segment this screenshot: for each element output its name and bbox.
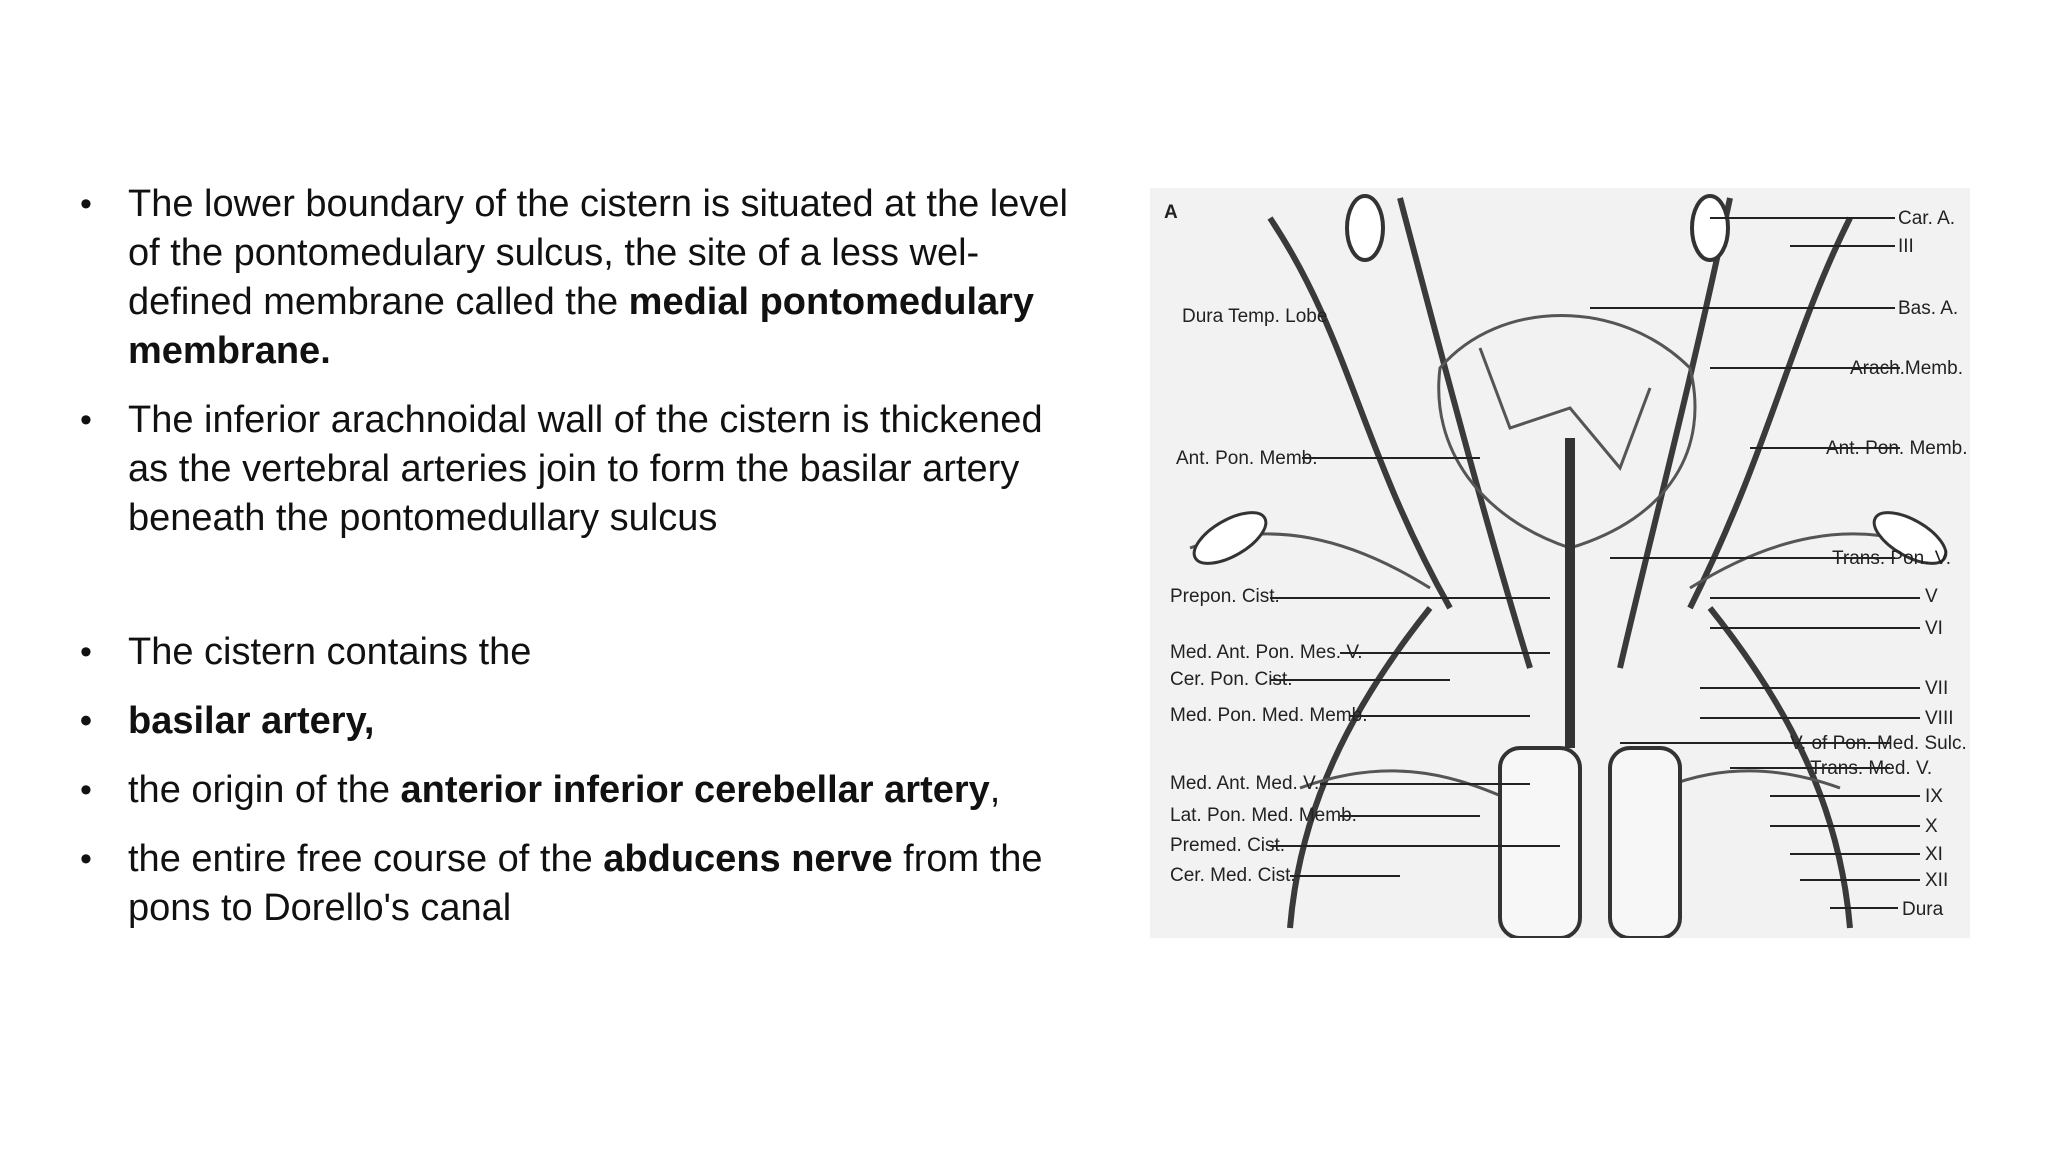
carotid-shape: [1347, 196, 1383, 260]
label-v: V: [1925, 586, 1938, 607]
bullet-aica-origin: [70, 766, 1070, 815]
label-lat-pon-med-memb: Lat. Pon. Med. Memb.: [1170, 805, 1357, 826]
label-arach-memb: Arach.Memb.: [1850, 358, 1963, 379]
label-vi: VI: [1925, 618, 1943, 639]
anatomy-illustration: [1150, 188, 1970, 938]
carotid-shape: [1692, 196, 1728, 260]
bullet-list: [70, 180, 1070, 933]
bullet-cistern-contains: • The cistern contains the: [70, 628, 1070, 677]
label-xi: XI: [1925, 844, 1943, 865]
label-dura: Dura: [1902, 899, 1944, 920]
bullet-abducens-course: [70, 835, 1070, 933]
bullet-basilar-artery: • basilar artery,: [70, 697, 1070, 746]
label-trans-pon-v: Trans. Pon. V.: [1832, 548, 1951, 569]
bullet-lower-boundary: [70, 180, 1070, 376]
bullet-bold-text: anterior inferior cerebellar artery: [400, 769, 990, 811]
label-car-a: Car. A.: [1898, 208, 1956, 229]
label-premed-cist: Premed. Cist.: [1170, 835, 1286, 856]
label-trans-med-v: Trans. Med. V.: [1810, 758, 1933, 779]
label-med-ant-pon-mes-v: Med. Ant. Pon. Mes. V.: [1170, 642, 1363, 663]
label-dura-temp-lobe: Dura Temp. Lobe: [1182, 306, 1328, 327]
label-ix: IX: [1925, 786, 1943, 807]
label-v-of-pon-med-sulc: V. of Pon. Med. Sulc.: [1790, 733, 1967, 754]
label-med-ant-med-v: Med. Ant. Med. V.: [1170, 773, 1320, 794]
label-viii: VIII: [1925, 708, 1954, 729]
label-prepon-cist: Prepon. Cist.: [1170, 586, 1280, 607]
bullet-bold-text: medial pontomedulary membrane.: [128, 281, 1035, 372]
label-xii: XII: [1925, 870, 1949, 891]
label-med-pon-med-memb: Med. Pon. Med. Memb.: [1170, 705, 1368, 726]
bullet-text: The lower boundary of the cistern is situated at the level of the pontomedulary sulcus, the site of a less wel-defined membrane called the: [128, 183, 1068, 323]
vertebral-artery-shape: [1500, 748, 1580, 938]
bullet-inferior-wall: • The inferior arachnoidal wall of the cistern is thickened as the vertebral arteries join to form the basilar artery beneath the pontomedullary sulcus: [70, 396, 1070, 543]
label-x: X: [1925, 816, 1938, 837]
label-cer-med-cist: Cer. Med. Cist.: [1170, 865, 1296, 886]
panel-letter: A: [1164, 202, 1178, 223]
bullet-text: from the pons to Dorello's canal: [128, 838, 1043, 929]
vertebral-artery-shape: [1610, 748, 1680, 938]
label-ant-pon-memb-right: Ant. Pon. Memb.: [1826, 438, 1968, 459]
bullet-text: the entire free course of the: [128, 838, 604, 880]
anatomy-drawing: [1150, 188, 1970, 938]
label-cer-pon-cist: Cer. Pon. Cist.: [1170, 669, 1293, 690]
label-ant-pon-memb-left: Ant. Pon. Memb.: [1176, 448, 1318, 469]
label-iii: III: [1898, 236, 1914, 257]
label-vii: VII: [1925, 678, 1949, 699]
label-bas-a: Bas. A.: [1898, 298, 1959, 319]
bullet-text: ,: [989, 769, 1001, 811]
bullet-bold-text: abducens nerve: [603, 838, 893, 880]
bullet-text: the origin of the: [128, 769, 401, 811]
